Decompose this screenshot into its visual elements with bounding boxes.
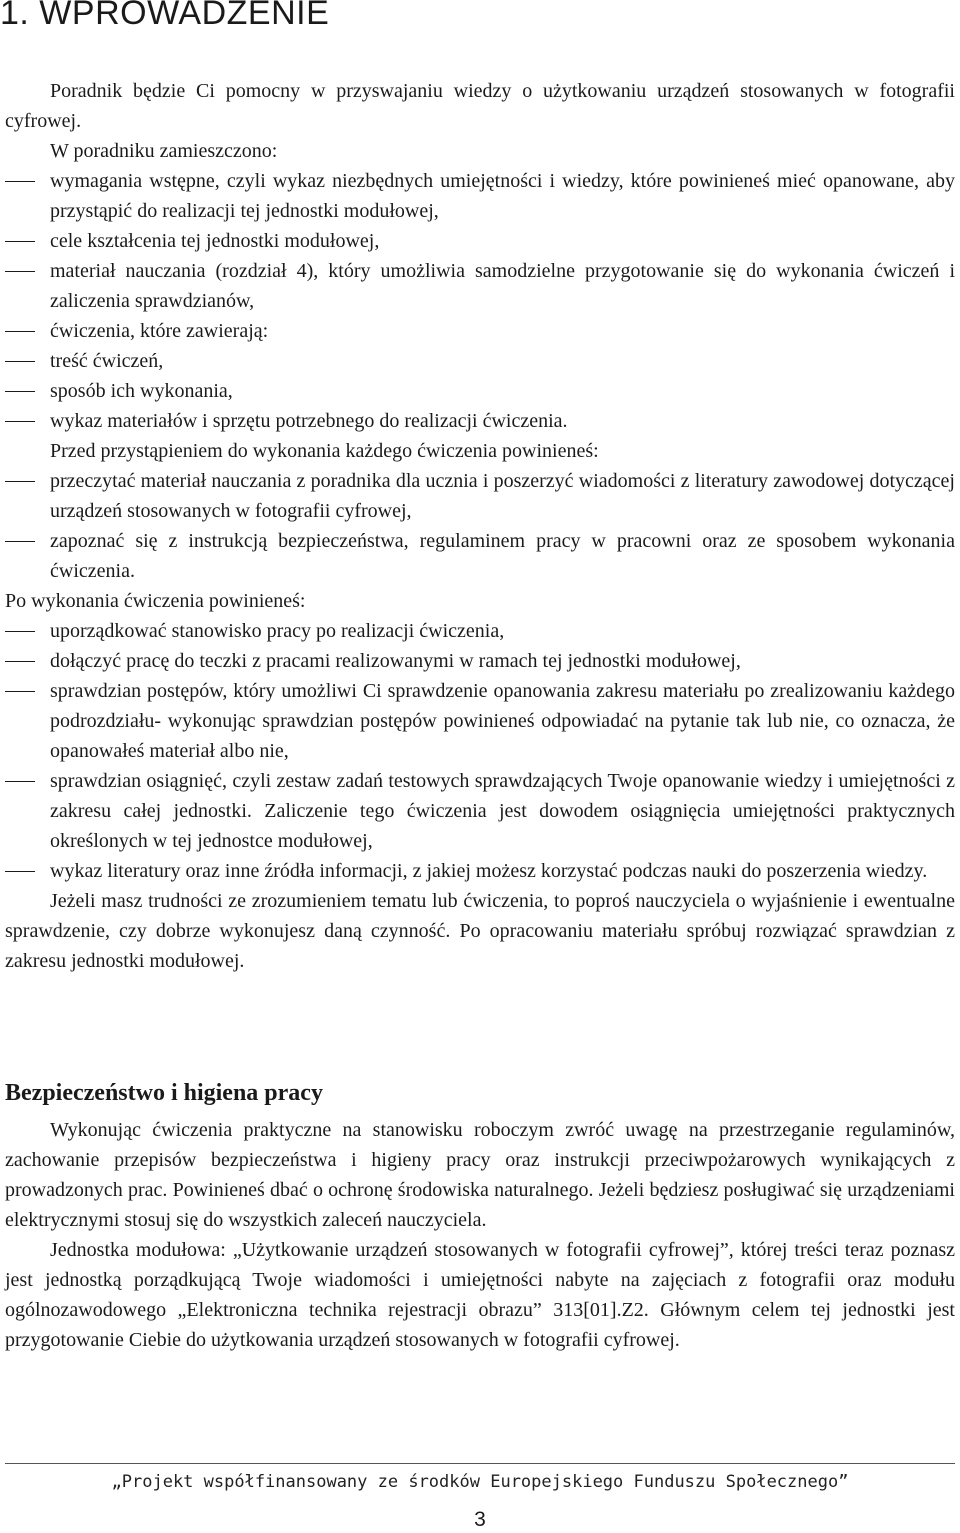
footer-divider [5, 1463, 955, 1464]
safety-section [5, 1115, 955, 1355]
difficulty-paragraph: Jeżeli masz trudności ze zrozumieniem tematu lub ćwiczenia, to poproś nauczyciela o wyjaśnienie i ewentualne sprawdzenie, czy dobrze wykonujesz daną czynność. Po opracowaniu materiału spróbuj rozwiązać sprawdzian z zakresu jednostki modułowej. [5, 890, 955, 972]
list-item: treść ćwiczeń, [5, 346, 955, 376]
chapter-title: 1. WPROWADZENIE [0, 0, 330, 32]
intro-paragraph: Poradnik będzie Ci pomocny w przyswajaniu wiedzy o użytkowaniu urządzeń stosowanych w fotografii cyfrowej. [5, 80, 955, 132]
list-item: wymagania wstępne, czyli wykaz niezbędnych umiejętności i wiedzy, które powinieneś mieć opanowane, aby przystąpić do realizacji tej jednostki modułowej, [5, 166, 955, 226]
safety-paragraph: Wykonując ćwiczenia praktyczne na stanowisku roboczym zwróć uwagę na przestrzeganie regulaminów, zachowanie przepisów bezpieczeństwa i higieny pracy oraz instrukcji przeciwpożarowych wynikających z prowadzonych prac. Powinieneś dbać o ochronę środowiska naturalnego. Jeżeli będziesz posługiwać się urządzeniami elektrycznymi stosuj się do wszystkich zaleceń nauczyciela. [5, 1119, 955, 1231]
safety-heading: Bezpieczeństwo i higiena pracy [5, 1080, 323, 1106]
list-item: dołączyć pracę do teczki z pracami realizowanymi w ramach tej jednostki modułowej, [5, 646, 955, 676]
list-item: zapoznać się z instrukcją bezpieczeństwa, regulaminem pracy w pracowni oraz ze sposobem wykonania ćwiczenia. [5, 526, 955, 586]
page-number: 3 [474, 1508, 486, 1531]
contents-list [5, 166, 955, 436]
footer-text: „Projekt współfinansowany ze środków Europejskiego Funduszu Społecznego” [111, 1472, 849, 1492]
module-paragraph: Jednostka modułowa: „Użytkowanie urządzeń stosowanych w fotografii cyfrowej”, której treści teraz poznasz jest jednostką porządkującą Twoje wiadomości i umiejętności nabyte na zajęciach z fotografii oraz modułu ogólnozawodowego „Elektroniczna technika rejestracji obrazu” 313[01].Z2. Głównym celem tej jednostki jest przygotowanie Ciebie do użytkowania urządzeń stosowanych w fotografii cyfrowej. [5, 1239, 955, 1351]
list-item: wykaz materiałów i sprzętu potrzebnego do realizacji ćwiczenia. [5, 406, 955, 436]
after-lead: Po wykonania ćwiczenia powinieneś: [5, 590, 306, 612]
before-lead: Przed przystąpieniem do wykonania każdego ćwiczenia powinieneś: [50, 440, 599, 462]
list-item: ćwiczenia, które zawierają: [5, 316, 955, 346]
list-item: wykaz literatury oraz inne źródła informacji, z jakiej możesz korzystać podczas nauki do poszerzenia wiedzy. [5, 856, 955, 886]
list-item: sprawdzian osiągnięć, czyli zestaw zadań testowych sprawdzających Twoje opanowanie wiedzy i umiejętności z zakresu całej jednostki. Zaliczenie tego ćwiczenia jest dowodem osiągnięcia umiejętności praktycznych określonych w tej jednostce modułowej, [5, 766, 955, 856]
before-list [5, 466, 955, 586]
list-item: przeczytać materiał nauczania z poradnika dla ucznia i poszerzyć wiadomości z literatury zawodowej dotyczącej urządzeń stosowanych w fotografii cyfrowej, [5, 466, 955, 526]
list-item: sposób ich wykonania, [5, 376, 955, 406]
contents-lead: W poradniku zamieszczono: [50, 140, 278, 162]
list-item: cele kształcenia tej jednostki modułowej, [5, 226, 955, 256]
after-list [5, 616, 955, 886]
list-item: sprawdzian postępów, który umożliwi Ci sprawdzenie opanowania zakresu materiału po zrealizowaniu każdego podrozdziału- wykonując sprawdzian postępów powinieneś odpowiadać na pytanie tak lub nie, co oznacza, że opanowałeś materiał albo nie, [5, 676, 955, 766]
intro-section [5, 76, 955, 976]
list-item: uporządkować stanowisko pracy po realizacji ćwiczenia, [5, 616, 955, 646]
list-item: materiał nauczania (rozdział 4), który umożliwia samodzielne przygotowanie się do wykonania ćwiczeń i zaliczenia sprawdzianów, [5, 256, 955, 316]
